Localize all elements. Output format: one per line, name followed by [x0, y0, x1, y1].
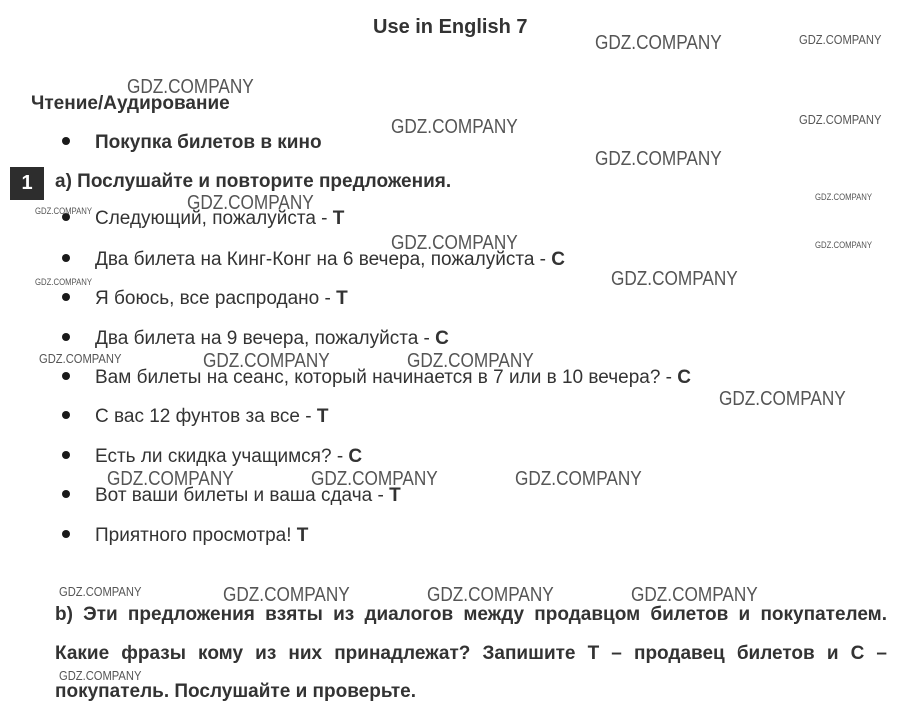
speaker-mark: C — [551, 249, 566, 270]
bullet-icon — [62, 490, 70, 498]
phrase-text: С вас 12 фунтов за все - — [95, 406, 317, 427]
bullet-icon — [62, 451, 70, 459]
bullet-icon — [62, 137, 70, 145]
phrase-item — [62, 328, 449, 350]
watermark: GDZ.COMPANY — [595, 32, 722, 54]
phrase-text: Вам билеты на сеанс, который начинается в 7 или в 10 вечера? - — [95, 367, 678, 388]
phrase-text: Два билета на 9 вечера, пожалуйста - — [95, 328, 436, 349]
phrase-item — [62, 367, 691, 389]
topic-label: Покупка билетов в кино — [95, 132, 322, 153]
topic-item — [62, 132, 322, 154]
watermark: GDZ.COMPANY — [203, 350, 330, 372]
phrase-item — [62, 406, 328, 428]
watermark: GDZ.COMPANY — [59, 584, 142, 599]
watermark: GDZ.COMPANY — [391, 116, 518, 138]
speaker-mark: T — [296, 525, 309, 546]
bullet-icon — [62, 372, 70, 380]
bullet-icon — [62, 293, 70, 301]
watermark: GDZ.COMPANY — [35, 206, 93, 216]
phrase-text: Вот ваши билеты и ваша сдача - — [95, 485, 390, 506]
speaker-mark: C — [348, 446, 363, 467]
watermark: GDZ.COMPANY — [595, 148, 722, 170]
phrase-text: Я боюсь, все распродано - — [95, 288, 337, 309]
watermark: GDZ.COMPANY — [611, 268, 738, 290]
phrase-item — [62, 288, 348, 310]
watermark: GDZ.COMPANY — [631, 584, 758, 606]
watermark: GDZ.COMPANY — [391, 232, 518, 254]
phrase-text: Два билета на Кинг-Конг на 6 вечера, пожалуйста - — [95, 249, 552, 270]
phrase-text: Следующий, пожалуйста - — [95, 208, 333, 229]
task-b-instruction: b) Эти предложения взяты из диалогов между продавцом билетов и покупателем. Какие фразы кому из них принадлежат? Запишите T – продавец билетов и C – покупатель. Послушайте и проверьте. — [55, 604, 887, 702]
phrase-item — [62, 525, 308, 547]
watermark: GDZ.COMPANY — [815, 192, 873, 202]
watermark: GDZ.COMPANY — [127, 76, 254, 98]
speaker-mark: T — [316, 406, 329, 427]
bullet-icon — [62, 411, 70, 419]
speaker-mark: T — [336, 288, 348, 309]
phrase-text: Есть ли скидка учащимся? - — [95, 446, 349, 467]
speaker-mark: T — [332, 208, 345, 229]
watermark: GDZ.COMPANY — [815, 240, 873, 250]
watermark: GDZ.COMPANY — [799, 112, 882, 127]
page-title: Use in English 7 — [373, 16, 528, 38]
speaker-mark: T — [389, 485, 401, 506]
watermark: GDZ.COMPANY — [311, 468, 438, 490]
section-heading: Чтение/Аудирование — [31, 93, 230, 114]
watermark: GDZ.COMPANY — [223, 584, 350, 606]
phrase-item — [62, 446, 362, 468]
watermark: GDZ.COMPANY — [799, 32, 882, 47]
speaker-mark: C — [677, 367, 692, 388]
bullet-icon — [62, 254, 70, 262]
watermark: GDZ.COMPANY — [187, 192, 314, 214]
phrase-text: Приятного просмотра! — [95, 525, 297, 546]
watermark: GDZ.COMPANY — [407, 350, 534, 372]
task-a-instruction: a) Послушайте и повторите предложения. — [55, 171, 452, 192]
exercise-number: 1 — [10, 167, 44, 200]
watermark: GDZ.COMPANY — [35, 277, 93, 287]
bullet-icon — [62, 530, 70, 538]
bullet-icon — [62, 333, 70, 341]
watermark: GDZ.COMPANY — [59, 668, 142, 683]
watermark: GDZ.COMPANY — [515, 468, 642, 490]
watermark: GDZ.COMPANY — [107, 468, 234, 490]
watermark: GDZ.COMPANY — [719, 388, 846, 410]
speaker-mark: C — [435, 328, 449, 349]
watermark: GDZ.COMPANY — [39, 351, 122, 366]
watermark: GDZ.COMPANY — [427, 584, 554, 606]
